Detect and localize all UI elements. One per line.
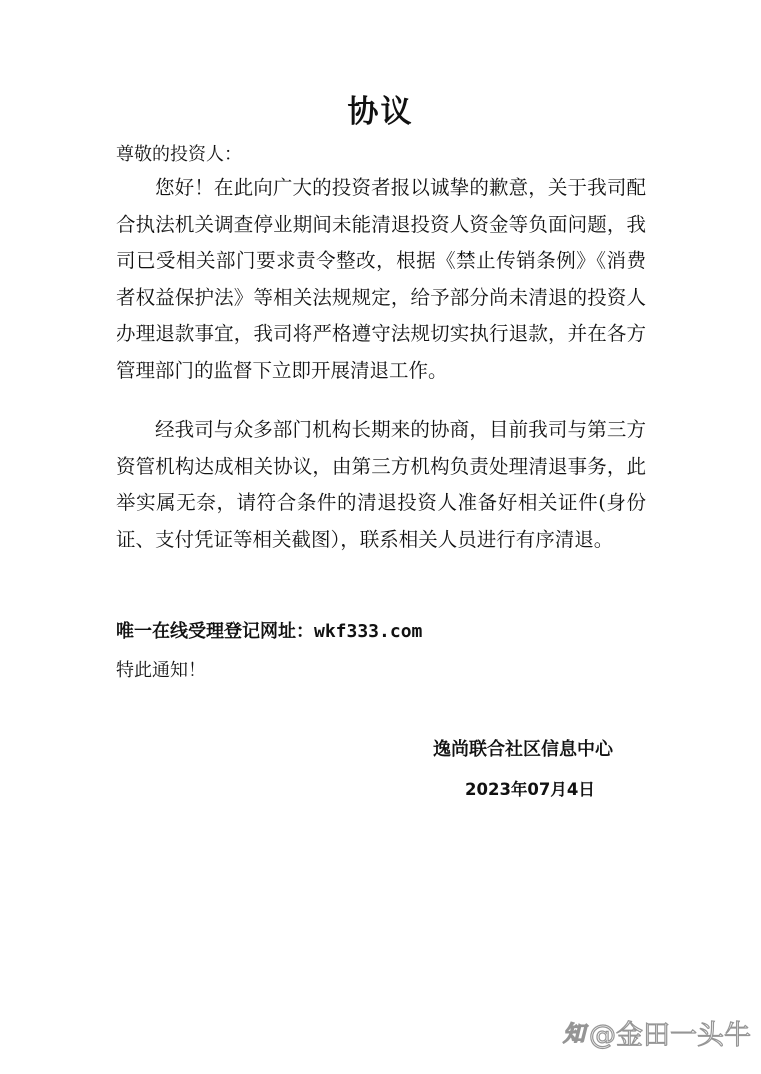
closing-notice: 特此通知！	[116, 660, 206, 681]
website-line	[116, 617, 422, 643]
watermark	[563, 1013, 751, 1052]
document-date: 2023年07月4日	[465, 780, 595, 799]
body-paragraph-1: 您好！在此向广大的投资者报以诚挚的歉意，关于我司配合执法机关调查停业期间未能清退投资人资金等负面问题，我司已受相关部门要求责令整改，根据《禁止传销条例》《消费者权益保护法》等相关法规规定，给予部分尚未清退的投资人办理退款事宜，我司将严格遵守法规切实执行退款，并在各方管理部门的监督下立即开展清退工作。	[116, 176, 646, 382]
zhihu-logo-icon: 知	[562, 1022, 585, 1047]
watermark-text: @金田一头牛	[589, 1020, 751, 1051]
body-paragraph-2: 经我司与众多部门机构长期来的协商，目前我司与第三方资管机构达成相关协议，由第三方机构负责处理清退事务，此举实属无奈，请符合条件的清退投资人准备好相关证件(身份证、支付凭证等相关截图），联系相关人员进行有序清退。	[116, 418, 646, 551]
organization-name: 逸尚联合社区信息中心	[433, 739, 613, 760]
website-label: 唯一在线受理登记网址：	[116, 621, 314, 642]
salutation: 尊敬的投资人：	[116, 144, 242, 165]
document-title: 协议	[347, 94, 414, 130]
website-url: wkf333.com	[314, 621, 423, 642]
